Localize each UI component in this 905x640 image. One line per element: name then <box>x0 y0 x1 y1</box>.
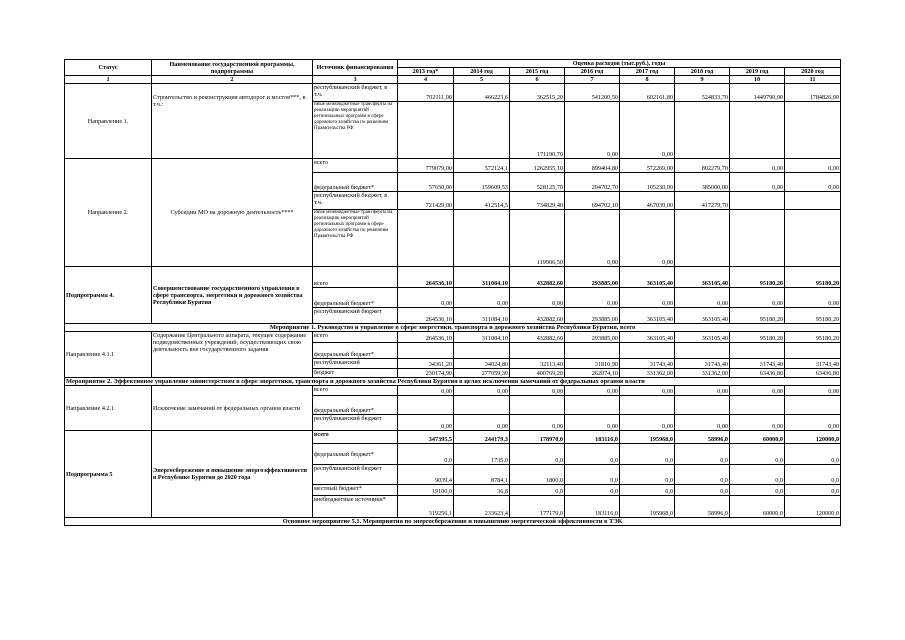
value-cell: 0,0 <box>675 444 730 465</box>
column-index-row <box>65 76 841 84</box>
header-year: 2019 год <box>730 68 785 76</box>
value-cell: 57650,00 <box>398 173 454 192</box>
value-cell: 363105,40 <box>620 332 675 343</box>
value-cell: 0,00 <box>730 173 785 192</box>
value-cell: 1735,0 <box>454 444 510 465</box>
row-source: федеральный бюджет* <box>313 173 398 192</box>
value-cell: 159609,53 <box>454 173 510 192</box>
row-status: Подпрограмма 4. <box>65 267 152 324</box>
table-row <box>65 159 841 173</box>
value-cell: 400769,20 <box>510 369 565 378</box>
column-index: 3 <box>313 76 398 84</box>
value-cell: 0,0 <box>398 444 454 465</box>
row-source: всего <box>313 159 398 173</box>
table-row <box>65 267 841 288</box>
value-cell: 244179,3 <box>454 431 510 444</box>
value-cell: 95180,20 <box>730 332 785 343</box>
row-source: республиканский бюджет, в т.ч. <box>313 192 398 210</box>
value-cell <box>730 396 785 415</box>
header-status: Статус <box>65 60 152 76</box>
value-cell: 262074,10 <box>565 369 620 378</box>
value-cell: 0,0 <box>675 485 730 496</box>
value-cell: 363105,40 <box>675 308 730 324</box>
value-cell: 0,00 <box>730 415 785 431</box>
value-cell <box>620 396 675 415</box>
value-cell: 0,00 <box>620 415 675 431</box>
value-cell: 60000,0 <box>730 496 785 518</box>
header-source: Источник финансирования <box>313 60 398 76</box>
row-status: Направление 4.2.1 <box>65 386 152 431</box>
value-cell <box>510 343 565 359</box>
row-source: местный бюджет* <box>313 485 398 496</box>
table-row <box>65 386 841 396</box>
value-cell: 120000,0 <box>785 496 841 518</box>
value-cell: 779079,00 <box>398 159 454 173</box>
table-row <box>65 431 841 444</box>
value-cell: 95180,20 <box>730 308 785 324</box>
value-cell: 0,0 <box>620 465 675 485</box>
value-cell: 204702,70 <box>565 173 620 192</box>
value-cell: 432882,60 <box>510 267 565 288</box>
value-cell: 9039,4 <box>398 465 454 485</box>
column-index: 10 <box>730 76 785 84</box>
value-cell: 466223,6 <box>454 84 510 102</box>
value-cell <box>785 102 841 159</box>
row-source: всего <box>313 332 398 343</box>
value-cell: 694702,10 <box>565 192 620 210</box>
row-source: всего <box>313 386 398 396</box>
value-cell: 8784,1 <box>454 465 510 485</box>
value-cell: 63436,80 <box>730 369 785 378</box>
column-index: 9 <box>675 76 730 84</box>
value-cell: 31743,40 <box>620 359 675 369</box>
value-cell <box>730 102 785 159</box>
value-cell: 432882,60 <box>510 332 565 343</box>
row-source: федеральный бюджет* <box>313 396 398 415</box>
column-index: 8 <box>620 76 675 84</box>
value-cell: 528125,70 <box>510 173 565 192</box>
value-cell: 0,0 <box>730 465 785 485</box>
column-index: 1 <box>65 76 152 84</box>
value-cell: 0,00 <box>565 102 620 159</box>
value-cell: 572269,00 <box>620 159 675 173</box>
value-cell: 541200,50 <box>565 84 620 102</box>
value-cell: 0,0 <box>565 465 620 485</box>
value-cell: 0,00 <box>398 415 454 431</box>
header-year: 2020 год <box>785 68 841 76</box>
row-program-name: Совершенствование государственного управления в сфере транспорта, энергетики и дорожного хозяйства Республики Бурятия <box>152 267 313 324</box>
row-source: иные межбюджетные трансферты на реализацию мероприятий региональных программ в сфере дорожного хозяйства по решениям Правительства РФ <box>313 102 398 159</box>
value-cell: 899404,80 <box>565 159 620 173</box>
value-cell: 363105,40 <box>620 308 675 324</box>
row-source: всего <box>313 431 398 444</box>
row-source: федеральный бюджет* <box>313 444 398 465</box>
row-status: Направление 2. <box>65 159 152 267</box>
value-cell: 95180,20 <box>785 332 841 343</box>
value-cell: 0,0 <box>785 444 841 465</box>
value-cell: 0,0 <box>785 465 841 485</box>
value-cell: 0,00 <box>454 415 510 431</box>
value-cell: 311084,10 <box>454 332 510 343</box>
value-cell <box>730 192 785 210</box>
table-row <box>65 332 841 343</box>
value-cell <box>620 343 675 359</box>
value-cell: 36,8 <box>454 485 510 496</box>
value-cell: 311084,10 <box>454 308 510 324</box>
value-cell: 264536,10 <box>398 332 454 343</box>
value-cell: 233623,4 <box>454 496 510 518</box>
value-cell <box>730 343 785 359</box>
value-cell: 0,00 <box>620 210 675 267</box>
section-title: Основное мероприятие 5.1. Мероприятия по энергосбережению и повышению энергетической эффективности в ТЭК <box>65 518 841 526</box>
section-row <box>65 324 841 332</box>
value-cell <box>675 343 730 359</box>
value-cell: 0,00 <box>785 159 841 173</box>
value-cell: 524833,70 <box>675 84 730 102</box>
value-cell: 385000,00 <box>675 173 730 192</box>
value-cell: 58996,0 <box>675 496 730 518</box>
value-cell <box>454 396 510 415</box>
header-program: Наименование государственной программы, подпрограммы <box>152 60 313 76</box>
value-cell: 0,00 <box>398 288 454 308</box>
value-cell: 362515,20 <box>510 84 565 102</box>
value-cell: 31743,40 <box>785 359 841 369</box>
value-cell: 0,0 <box>730 444 785 465</box>
value-cell: 1262955,10 <box>510 159 565 173</box>
row-status: Направление 4.1.1 <box>65 332 152 378</box>
value-cell: 417279,70 <box>675 192 730 210</box>
value-cell: 363105,40 <box>620 267 675 288</box>
header-year: 2014 год <box>454 68 510 76</box>
value-cell: 0,0 <box>620 444 675 465</box>
value-cell: 432882,60 <box>510 308 565 324</box>
value-cell: 31743,40 <box>730 359 785 369</box>
value-cell: 331362,00 <box>620 369 675 378</box>
value-cell: 1800,0 <box>510 465 565 485</box>
row-program-name: Субсидии МО на дорожную деятельность**** <box>152 159 313 267</box>
value-cell: 105230,00 <box>620 173 675 192</box>
value-cell: 0,00 <box>675 415 730 431</box>
value-cell: 702111,00 <box>398 84 454 102</box>
value-cell <box>785 210 841 267</box>
value-cell: 331362,00 <box>675 369 730 378</box>
value-cell: 293885,00 <box>565 308 620 324</box>
row-source: республиканский бюджет <box>313 415 398 431</box>
value-cell: 277059,30 <box>454 369 510 378</box>
value-cell: 0,00 <box>730 288 785 308</box>
value-cell: 293885,00 <box>565 332 620 343</box>
value-cell: 183116,0 <box>565 431 620 444</box>
value-cell: 63436,80 <box>785 369 841 378</box>
value-cell: 363105,40 <box>675 332 730 343</box>
value-cell: 347395,5 <box>398 431 454 444</box>
row-source: внебюджетные источники* <box>313 496 398 518</box>
value-cell: 264536,10 <box>398 308 454 324</box>
column-index: 6 <box>510 76 565 84</box>
row-source: республиканский <box>313 359 398 369</box>
column-index: 5 <box>454 76 510 84</box>
value-cell: 58996,0 <box>675 431 730 444</box>
budget-sheet <box>64 59 840 526</box>
value-cell: 0,00 <box>730 386 785 396</box>
value-cell: 721429,00 <box>398 192 454 210</box>
row-source: республиканский бюджет <box>313 465 398 485</box>
section-row <box>65 378 841 386</box>
value-cell: 31810,90 <box>565 359 620 369</box>
row-program-name: Содержание Центрального аппарата, текущее содержание подведомственных учреждений, осуществляющих свою деятельность вне государственного задания <box>152 332 313 378</box>
value-cell: 412514,5 <box>454 192 510 210</box>
header-year: 2015 год <box>510 68 565 76</box>
value-cell: 1784826,00 <box>785 84 841 102</box>
value-cell: 0,0 <box>730 485 785 496</box>
value-cell <box>675 102 730 159</box>
value-cell <box>454 102 510 159</box>
value-cell: 178970,0 <box>510 431 565 444</box>
value-cell: 0,0 <box>565 485 620 496</box>
value-cell <box>675 396 730 415</box>
row-source: федеральный бюджет* <box>313 288 398 308</box>
value-cell: 0,00 <box>620 386 675 396</box>
row-source: республиканский бюджет <box>313 308 398 324</box>
value-cell: 95180,20 <box>730 267 785 288</box>
value-cell: 230174,90 <box>398 369 454 378</box>
value-cell <box>398 396 454 415</box>
row-source: всего <box>313 267 398 288</box>
value-cell: 0,00 <box>565 386 620 396</box>
value-cell <box>398 210 454 267</box>
value-cell: 0,00 <box>785 288 841 308</box>
value-cell: 0,0 <box>565 444 620 465</box>
table-row <box>65 84 841 102</box>
row-program-name: Исключение замечаний от федеральных органов власти <box>152 386 313 431</box>
value-cell: 177170,0 <box>510 496 565 518</box>
value-cell <box>565 343 620 359</box>
value-cell: 34361,20 <box>398 359 454 369</box>
row-source: федеральный бюджет* <box>313 343 398 359</box>
column-index: 7 <box>565 76 620 84</box>
value-cell: 0,00 <box>510 415 565 431</box>
section-title: Мероприятие 2. Эффективное управление министерством в сфере энергетики, транспорта и дорожного хозяйства Республики Бурятия в целях исключения замечаний от федеральных органов власти <box>65 378 841 386</box>
value-cell: 734829,40 <box>510 192 565 210</box>
value-cell <box>785 343 841 359</box>
value-cell: 0,00 <box>454 386 510 396</box>
value-cell: 31743,40 <box>675 359 730 369</box>
value-cell <box>675 210 730 267</box>
value-cell: 0,00 <box>454 288 510 308</box>
value-cell: 171190,70 <box>510 102 565 159</box>
value-cell: 195968,0 <box>620 431 675 444</box>
value-cell: 95180,20 <box>785 267 841 288</box>
value-cell: 0,00 <box>565 415 620 431</box>
value-cell: 0,0 <box>785 485 841 496</box>
value-cell: 95180,20 <box>785 308 841 324</box>
value-cell: 0,00 <box>565 210 620 267</box>
value-cell: 19100,0 <box>398 485 454 496</box>
value-cell: 1449790,00 <box>730 84 785 102</box>
value-cell: 264536,10 <box>398 267 454 288</box>
value-cell: 0,00 <box>510 288 565 308</box>
value-cell: 0,00 <box>620 102 675 159</box>
value-cell: 0,00 <box>785 173 841 192</box>
value-cell: 0,0 <box>675 465 730 485</box>
value-cell <box>454 343 510 359</box>
value-cell: 319256,1 <box>398 496 454 518</box>
row-status: Подпрограмма 5 <box>65 431 152 518</box>
row-status: Направление 1. <box>65 84 152 159</box>
header-year: 2016 год <box>565 68 620 76</box>
value-cell: 467039,00 <box>620 192 675 210</box>
column-index: 4 <box>398 76 454 84</box>
row-source: республиканский бюджет, в т.ч. <box>313 84 398 102</box>
value-cell: 34024,80 <box>454 359 510 369</box>
header-year: 2013 год* <box>398 68 454 76</box>
value-cell: 0,0 <box>620 485 675 496</box>
value-cell: 0,00 <box>785 415 841 431</box>
budget-table <box>64 59 841 526</box>
row-source: иные межбюджетные трансферты на реализацию мероприятий региональных программ в сфере дорожного хозяйства по решениям Правительства РФ <box>313 210 398 267</box>
value-cell <box>510 396 565 415</box>
value-cell: 572124,1 <box>454 159 510 173</box>
row-source: бюджет <box>313 369 398 378</box>
value-cell: 120000,0 <box>785 431 841 444</box>
value-cell: 0,0 <box>510 485 565 496</box>
value-cell: 0,00 <box>510 386 565 396</box>
value-cell <box>565 396 620 415</box>
row-program-name: Строительство и реконструкция автодорог и мостов***, в т.ч.: <box>152 84 313 159</box>
column-index: 2 <box>152 76 313 84</box>
value-cell: 602161,80 <box>620 84 675 102</box>
value-cell: 0,00 <box>620 288 675 308</box>
value-cell: 0,00 <box>675 386 730 396</box>
value-cell: 60000,0 <box>730 431 785 444</box>
value-cell: 0,00 <box>675 288 730 308</box>
value-cell <box>730 210 785 267</box>
header-year: 2017 год <box>620 68 675 76</box>
value-cell: 0,0 <box>510 444 565 465</box>
value-cell <box>454 210 510 267</box>
value-cell <box>785 192 841 210</box>
value-cell <box>785 396 841 415</box>
row-program-name: Энергосбережение и повышение энергоэффективности в Республике Бурятия до 2020 года <box>152 431 313 518</box>
value-cell: 0,00 <box>565 288 620 308</box>
column-index: 11 <box>785 76 841 84</box>
header-year: 2018 год <box>675 68 730 76</box>
value-cell <box>398 102 454 159</box>
value-cell <box>398 343 454 359</box>
value-cell: 119906,50 <box>510 210 565 267</box>
value-cell: 311084,10 <box>454 267 510 288</box>
section-row <box>65 518 841 526</box>
value-cell: 363105,40 <box>675 267 730 288</box>
value-cell: 32113,40 <box>510 359 565 369</box>
value-cell: 802279,70 <box>675 159 730 173</box>
value-cell: 293885,00 <box>565 267 620 288</box>
value-cell: 0,00 <box>730 159 785 173</box>
value-cell: 195968,0 <box>620 496 675 518</box>
section-title: Мероприятие 1. Руководство и управление в сфере энергетики, транспорта и дорожного хозяйства Республики Бурятия, всего <box>65 324 841 332</box>
value-cell: 0,00 <box>785 386 841 396</box>
header-estimate: Оценка расходов (тыс.руб.), годы <box>398 60 841 68</box>
value-cell: 183116,0 <box>565 496 620 518</box>
value-cell: 0,00 <box>398 386 454 396</box>
